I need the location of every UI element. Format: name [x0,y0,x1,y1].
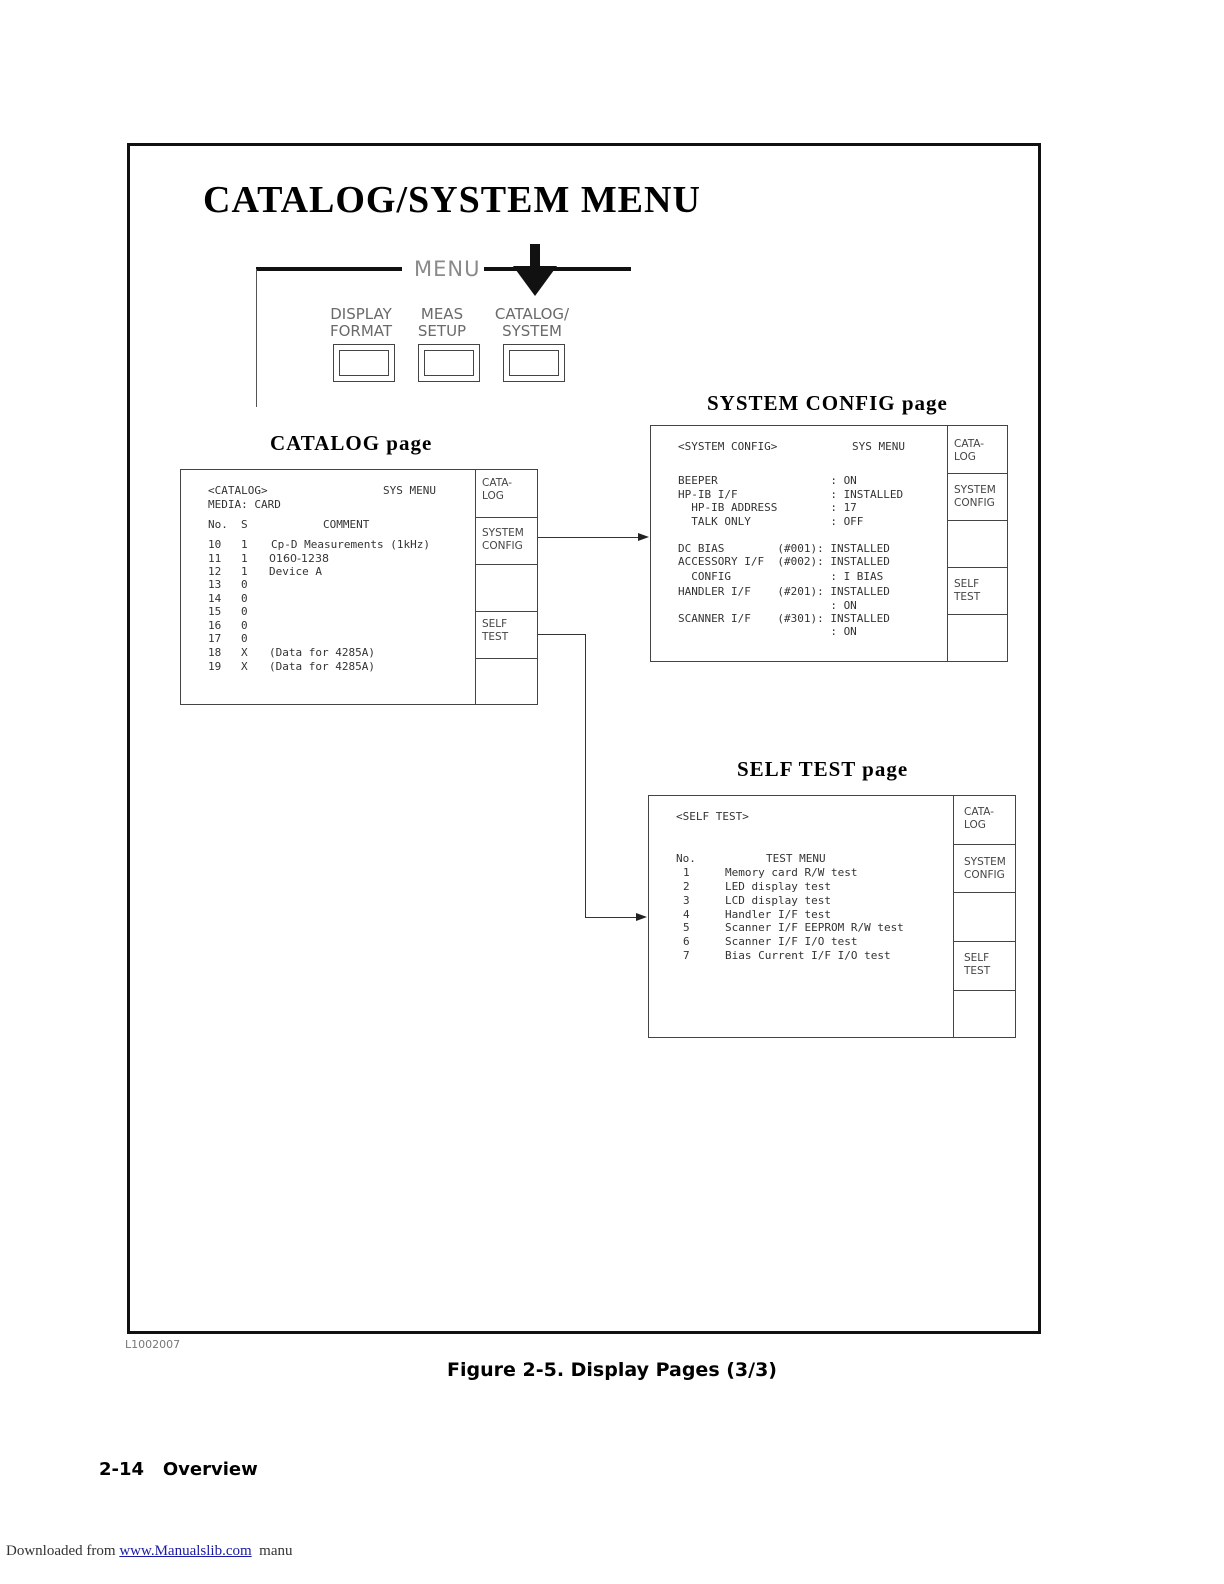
system-config-sys-menu: SYS MENU [852,440,905,453]
menu-bracket-line [256,269,257,407]
softkey-self-test[interactable]: SELF TEST [476,611,537,659]
connector-to-self-test [585,917,637,918]
catalog-page-title: CATALOG page [270,431,433,455]
down-arrow-icon [513,244,557,296]
softkey-blank[interactable] [954,892,1015,942]
key-label-meas-setup: MEAS SETUP [417,305,467,340]
footer-section: Overview [162,1459,258,1480]
catalog-system-key[interactable] [503,344,565,382]
self-test-header: <SELF TEST> [676,810,749,823]
config-line-config: CONFIG : I BIAS [678,570,884,583]
softkey-system-config[interactable]: SYSTEM CONFIG [954,844,1015,893]
figure-title: CATALOG/SYSTEM MENU [203,179,701,221]
connector-to-system-config [538,537,639,538]
softkey-catalog[interactable]: CATA- LOG [476,470,537,518]
config-line-handler: HANDLER I/F (#201): INSTALLED [678,585,890,598]
softkey-catalog[interactable]: CATA- LOG [954,796,1015,845]
self-test-col-menu: TEST MENU [766,852,826,865]
connector-self-test-out [538,634,586,635]
catalog-col-s: S [241,518,248,531]
menu-bar-right [484,267,631,271]
catalog-sys-menu: SYS MENU [383,484,436,497]
arrow-right-icon [638,533,649,541]
config-line-handler-on: : ON [678,599,857,612]
connector-self-test-vertical [585,634,586,918]
manualslib-link[interactable]: www.Manualslib.com [119,1543,252,1559]
config-line-hpib: HP-IB I/F : INSTALLED [678,488,904,501]
config-line-dc-bias: DC BIAS (#001): INSTALLED [678,542,890,555]
download-suffix: manu [259,1543,293,1559]
arrow-right-icon [636,913,647,921]
key-label-catalog-system: CATALOG/ SYSTEM [494,305,570,340]
download-notice [6,1543,292,1560]
config-line-hpib-address: HP-IB ADDRESS : 17 [678,501,857,514]
softkey-self-test[interactable]: SELF TEST [948,567,1007,615]
system-config-softkey-column [947,426,1007,661]
config-line-scanner: SCANNER I/F (#301): INSTALLED [678,612,890,625]
config-line-scanner-on: : ON [678,625,857,638]
page-footer [99,1459,258,1480]
page-number: 2-14 [99,1459,145,1480]
meas-setup-key[interactable] [418,344,480,382]
config-line-talk-only: TALK ONLY : OFF [678,515,864,528]
softkey-catalog[interactable]: CATA- LOG [948,426,1007,474]
self-test-screen: <SELF TEST> No. TEST MENU 1 Memory card R/W test 2 LED display test 3 LCD display test 4 Handler I/F test 5 Scanner I/F EEPROM R/W test 6 Scanner I/F I/O test 7 Bias Current I/F I/O test CATA- LOG SYSTEM CONFIG SELF TEST [648,795,1016,1038]
figure-code: L1002007 [125,1338,181,1351]
menu-bar-left [256,267,402,271]
display-format-key[interactable] [333,344,395,382]
softkey-blank[interactable] [476,564,537,612]
catalog-header: <CATALOG> [208,484,268,497]
menu-label: MENU [414,257,481,281]
config-line-beeper: BEEPER : ON [678,474,857,487]
catalog-screen: <CATALOG> SYS MENU MEDIA: CARD No. S COMMENT 10 1 Cp-D Measurements (1kHz) 11 1 0160-1238 12 1 Device A 13 0 14 0 15 0 16 0 17 0 18 X (Data for 4285A) 19 X (Data for 4285A) CATA- LOG SYSTEM CONFIG SELF TEST [180,469,538,705]
softkey-system-config[interactable]: SYSTEM CONFIG [948,473,1007,521]
catalog-media: MEDIA: CARD [208,498,281,511]
config-line-accessory: ACCESSORY I/F (#002): INSTALLED [678,555,890,568]
system-config-header: <SYSTEM CONFIG> [678,440,778,453]
system-config-page-title: SYSTEM CONFIG page [707,391,948,415]
catalog-col-no: No. [208,518,228,531]
self-test-col-no: No. [676,852,696,865]
download-prefix: Downloaded from [6,1543,116,1559]
system-config-screen [650,425,1008,662]
figure-frame [127,143,1041,1334]
softkey-system-config[interactable]: SYSTEM CONFIG [476,517,537,565]
softkey-self-test[interactable]: SELF TEST [954,941,1015,991]
catalog-softkey-column [475,470,537,704]
catalog-col-comment: COMMENT [323,518,370,531]
self-test-softkey-column [953,796,1015,1037]
figure-caption: Figure 2-5. Display Pages (3/3) [447,1359,777,1381]
self-test-page-title: SELF TEST page [737,757,909,781]
softkey-blank[interactable] [948,520,1007,568]
key-label-display-format: DISPLAY FORMAT [329,305,393,340]
